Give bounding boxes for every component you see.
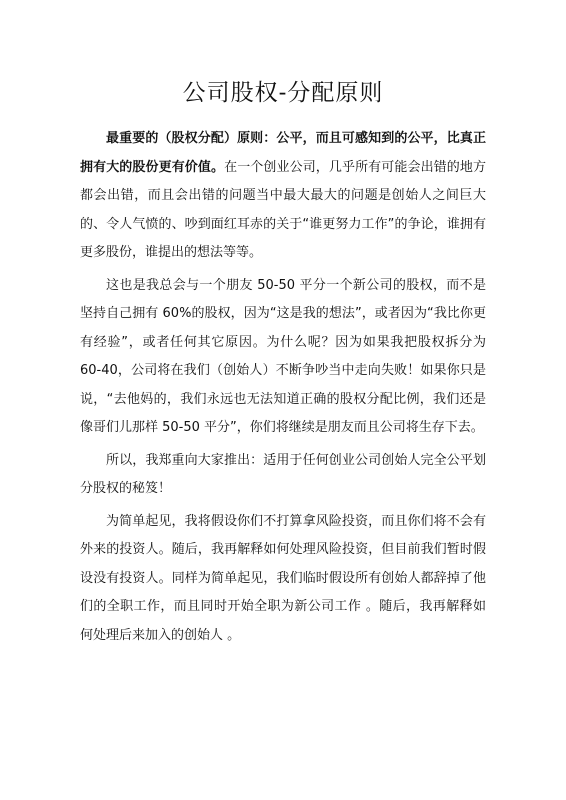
paragraph-2-text: 这也是我总会与一个朋友 50-50 平分一个新公司的股权，而不是坚持自己拥有 60%的股权，因为“这是我的想法”，或者因为“我比你更有经验”，或者任何其它原因。为什么呢？因为如果我把股权拆分为 60-40，公司将在我们（创始人）不断争吵当中走向失败！如果你只是说，“去他妈的，我们永远也无法知道正确的股权分配比例，我们还是像哥们儿那样 50-50 平分”，你们将继续是朋友而且公司将生存下去。 xyxy=(80,277,486,435)
paragraph-1-text: 在一个创业公司，几乎所有可能会出错的地方都会出错，而且会出错的问题当中最大最大的问题是创始人之间巨大的、令人气愤的、吵到面红耳赤的关于“谁更努力工作”的争论，谁拥有更多股份，谁提出的想法等等。 xyxy=(80,159,486,260)
paragraph-4 xyxy=(80,508,486,651)
title-spacer xyxy=(80,118,486,125)
paragraph-2 xyxy=(80,272,486,443)
paragraph-3-text: 所以，我郑重向大家推出：适用于任何创业公司创始人完全公平划分股权的秘笈！ xyxy=(80,452,486,496)
paragraph-3 xyxy=(80,447,486,504)
paragraph-4-text: 为简单起见，我将假设你们不打算拿风险投资，而且你们将不会有外来的投资人。随后，我再解释如何处理风险投资，但目前我们暂时假设没有投资人。同样为简单起见，我们临时假设所有创始人都辞掉了他们的全职工作，而且同时开始全职为新公司工作 。随后，我再解释如何处理后来加入的创始人 。 xyxy=(80,513,486,643)
page-title: 公司股权-分配原则 xyxy=(182,80,384,106)
paragraph-1-bold-lead: 最重要的（股权分配）原则：公平，而且可感知到的公平，比真正拥有大的股份更有价值。 xyxy=(80,131,486,175)
paragraph-1 xyxy=(80,125,486,268)
